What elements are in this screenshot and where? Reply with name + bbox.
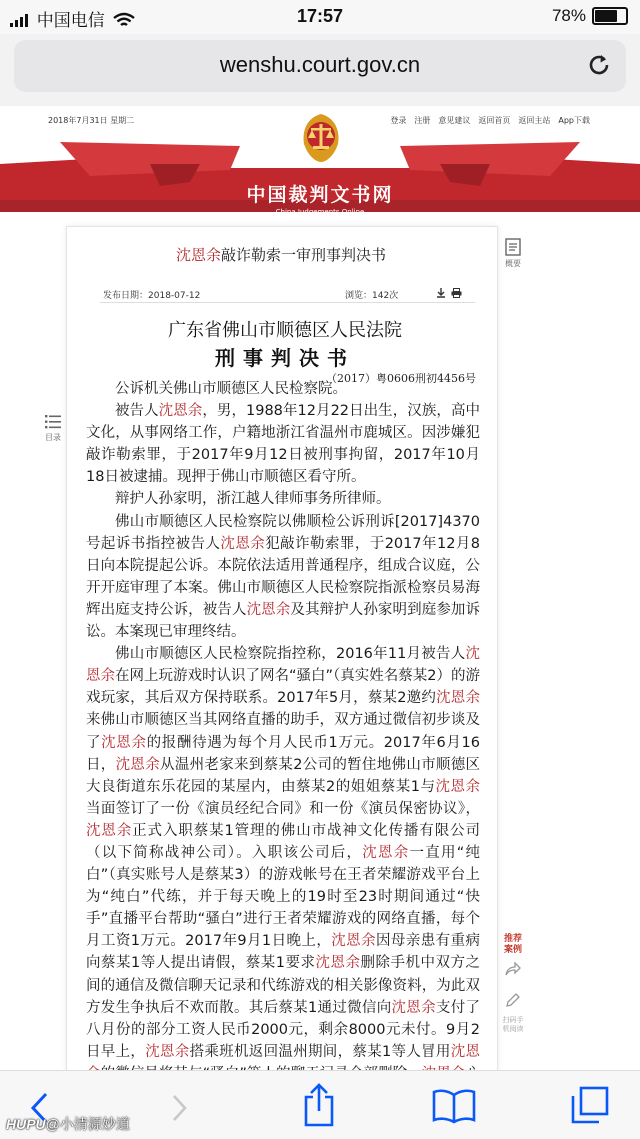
share-icon[interactable] (302, 1083, 336, 1127)
defendant-name: 沈恩余 (158, 403, 203, 420)
site-logo-en: China Judgements Online (275, 208, 365, 216)
defendant-name: 沈恩余 (145, 1043, 190, 1060)
defendant-name: 沈恩余 (86, 646, 480, 685)
document-icon (505, 238, 521, 256)
paragraph-text: 因母亲患有重病向蔡某1等人提出请假，蔡某1要求 (86, 933, 481, 972)
paragraph-text: 从温州老家来到蔡某2公司的暂住地佛山市顺德区大良街道东乐花园的某屋内，由蔡某2的姐姐蔡某1与 (86, 756, 481, 795)
bookmarks-icon[interactable] (432, 1089, 476, 1123)
paragraph-text: 一直用“纯白”（真实账号人是蔡某3）的游戏帐号在王者荣耀游戏平台上为“纯白”代练，并于每天晚上的19时至23时期间通过“快手”直播平台帮助“骚白”进行王者荣耀游戏的网络直播，每个月工资1万元。2017年9月1日晚上， (86, 844, 481, 950)
paragraph-text: 及其辩护人孙家明到庭参加诉讼。本案现已审理终结。 (86, 601, 481, 641)
feedback-link[interactable]: 意见建议 (438, 116, 471, 125)
defendant-name: 沈恩余 (331, 933, 377, 950)
url-text[interactable]: wenshu.court.gov.cn (219, 52, 421, 77)
right-toolbar (498, 934, 528, 1034)
clock: 17:57 (296, 6, 344, 26)
defendant-name: 沈恩余 (435, 778, 481, 795)
defendant-name: 沈恩余 (220, 535, 266, 552)
defendant-name: 沈恩余 (115, 756, 161, 773)
document-body (86, 378, 480, 1107)
paragraph-text: 犯敲诈勒索罪，于2017年12月8日向本院提起公诉。本院依法适用普通程序，组成合议庭，公开开庭审理了本案。佛山市顺德区人民检察院指派检察员易海辉出庭支持公诉，被告人 (86, 535, 481, 618)
defendant-name: 沈恩余 (315, 955, 361, 972)
main-site-link[interactable]: 返回主站 (518, 116, 551, 125)
defendant-name: 沈恩余 (86, 822, 133, 839)
print-icon[interactable] (451, 288, 462, 298)
document-title (66, 244, 496, 265)
edit-icon[interactable] (505, 992, 521, 1008)
watermark-brand: HUPU (6, 1116, 46, 1132)
document-paragraph (86, 643, 480, 1107)
share-icon[interactable] (505, 962, 521, 976)
watermark-handle: @小清源妙道 (45, 1116, 130, 1132)
register-link[interactable]: 注册 (414, 116, 431, 125)
paragraph-text: ，男，1988年12月22日出生，汉族，高中文化，从事网络工作，户籍地浙江省温州市鹿城区。因涉嫌犯敲诈勒索罪，于2017年9月12日被刑事拘留，2017年10月18日被逮捕。现押于佛山市顺德区看守所。 (86, 403, 481, 486)
document-paragraph (86, 400, 480, 488)
home-link[interactable]: 返回首页 (478, 116, 511, 125)
defendant-name: 沈恩余 (436, 690, 481, 707)
site-logo[interactable] (0, 180, 640, 216)
document-paragraph (86, 511, 480, 644)
site-date: 2018年7月31日 星期二 (48, 116, 135, 125)
meta-divider (100, 302, 475, 303)
view-count (345, 288, 398, 301)
summary-label: 概要 (505, 259, 521, 268)
paragraph-text: 支付了八月份的部分工资人民币2000元，剩余8000元未付。9月2日早上， (86, 999, 481, 1060)
paragraph-text: 正式入职蔡某1管理的佛山市战神文化传播有限公司（以下简称战神公司）。入职该公司后， (86, 822, 480, 861)
publish-date-value: 2018-07-12 (148, 291, 201, 301)
status-bar (0, 0, 640, 34)
toc-label: 目录 (45, 433, 61, 442)
app-download-link[interactable]: App下载 (558, 116, 590, 125)
defendant-name: 沈恩余 (391, 999, 436, 1016)
reload-icon[interactable] (586, 52, 612, 78)
document-paragraph (86, 378, 480, 400)
defendant-name: 沈恩余 (362, 844, 410, 861)
battery (552, 6, 628, 26)
publish-date-label: 发布日期： (103, 291, 149, 301)
paragraph-text: 佛山市顺德区人民检察院指控称，2016年11月被告人 (115, 646, 466, 663)
view-count-label: 浏览： (345, 291, 373, 301)
judgement-kind: 刑事判决书 (215, 346, 355, 370)
summary-button[interactable] (498, 238, 528, 269)
login-link[interactable]: 登录 (390, 116, 407, 125)
court-name: 广东省佛山市顺德区人民法院 (168, 320, 402, 341)
case-number: （2017）粤0606刑初4456号 (326, 372, 476, 385)
paragraph-text: 佛山市顺德区人民检察院以佛顺检公诉刑诉[2017]4370号起诉书指控被告人 (86, 513, 480, 552)
title-defendant-name: 沈恩余 (175, 246, 221, 264)
site-logo-cn: 中国裁判文书网 (246, 184, 394, 206)
view-count-value: 142次 (372, 291, 399, 301)
scan-read-label[interactable]: 扫码手机阅读 (502, 1016, 524, 1033)
site-links (390, 115, 590, 126)
web-content (0, 106, 640, 1070)
battery-fill (595, 10, 617, 22)
court-emblem-icon (298, 112, 344, 164)
defendant-name: 沈恩 (450, 1043, 481, 1060)
paragraph-text: 在网上玩游戏时认识了网名“骚白”（真实姓名蔡某2）的游戏玩家，其后双方保持联系。2017年5月，蔡某2邀约 (86, 668, 480, 707)
tabs-icon[interactable] (570, 1085, 610, 1125)
battery-percent: 78% (551, 6, 586, 25)
battery-icon (592, 7, 628, 25)
document-paragraph (86, 488, 480, 510)
list-icon (45, 414, 61, 430)
paragraph-text: 被告人 (115, 403, 159, 420)
download-icon[interactable] (436, 288, 446, 298)
paragraph-text: 搭乘班机返回温州期间，蔡某1等人冒用 (189, 1043, 451, 1060)
forward-icon[interactable] (170, 1093, 188, 1123)
paragraph-text: 辩护人孙家明，浙江越人律师事务所律师。 (115, 491, 391, 508)
carrier-name: 中国电信 (36, 11, 105, 30)
paragraph-text: 的报酬待遇为每个月人民币1万元。2017年6月16日， (86, 734, 480, 773)
title-text: 敲诈勒索一审刑事判决书 (221, 246, 387, 264)
defendant-name: 沈恩余 (246, 601, 291, 618)
paragraph-text: 当面签订了一份《演员经纪合同》和一份《演员保密协议》， (86, 800, 480, 817)
publish-date (103, 288, 200, 301)
paragraph-text: 删除手机中双方之间的通信及微信聊天记录和代练游戏的相关影像资料，为此双方发生争执后不欢而散。其后蔡某1通过微信向 (86, 955, 481, 1016)
defendant-name: 沈恩余 (101, 734, 147, 751)
recommend-button[interactable]: 推荐案例 (503, 934, 522, 955)
paragraph-text: 公诉机关佛山市顺德区人民检察院。 (115, 381, 347, 397)
address-bar[interactable] (14, 40, 626, 92)
toc-button[interactable] (40, 414, 66, 443)
paragraph-text: 来佛山市顺德区当其网络直播的助手，双方通过微信初步谈及了 (86, 712, 480, 751)
watermark (6, 1114, 130, 1134)
